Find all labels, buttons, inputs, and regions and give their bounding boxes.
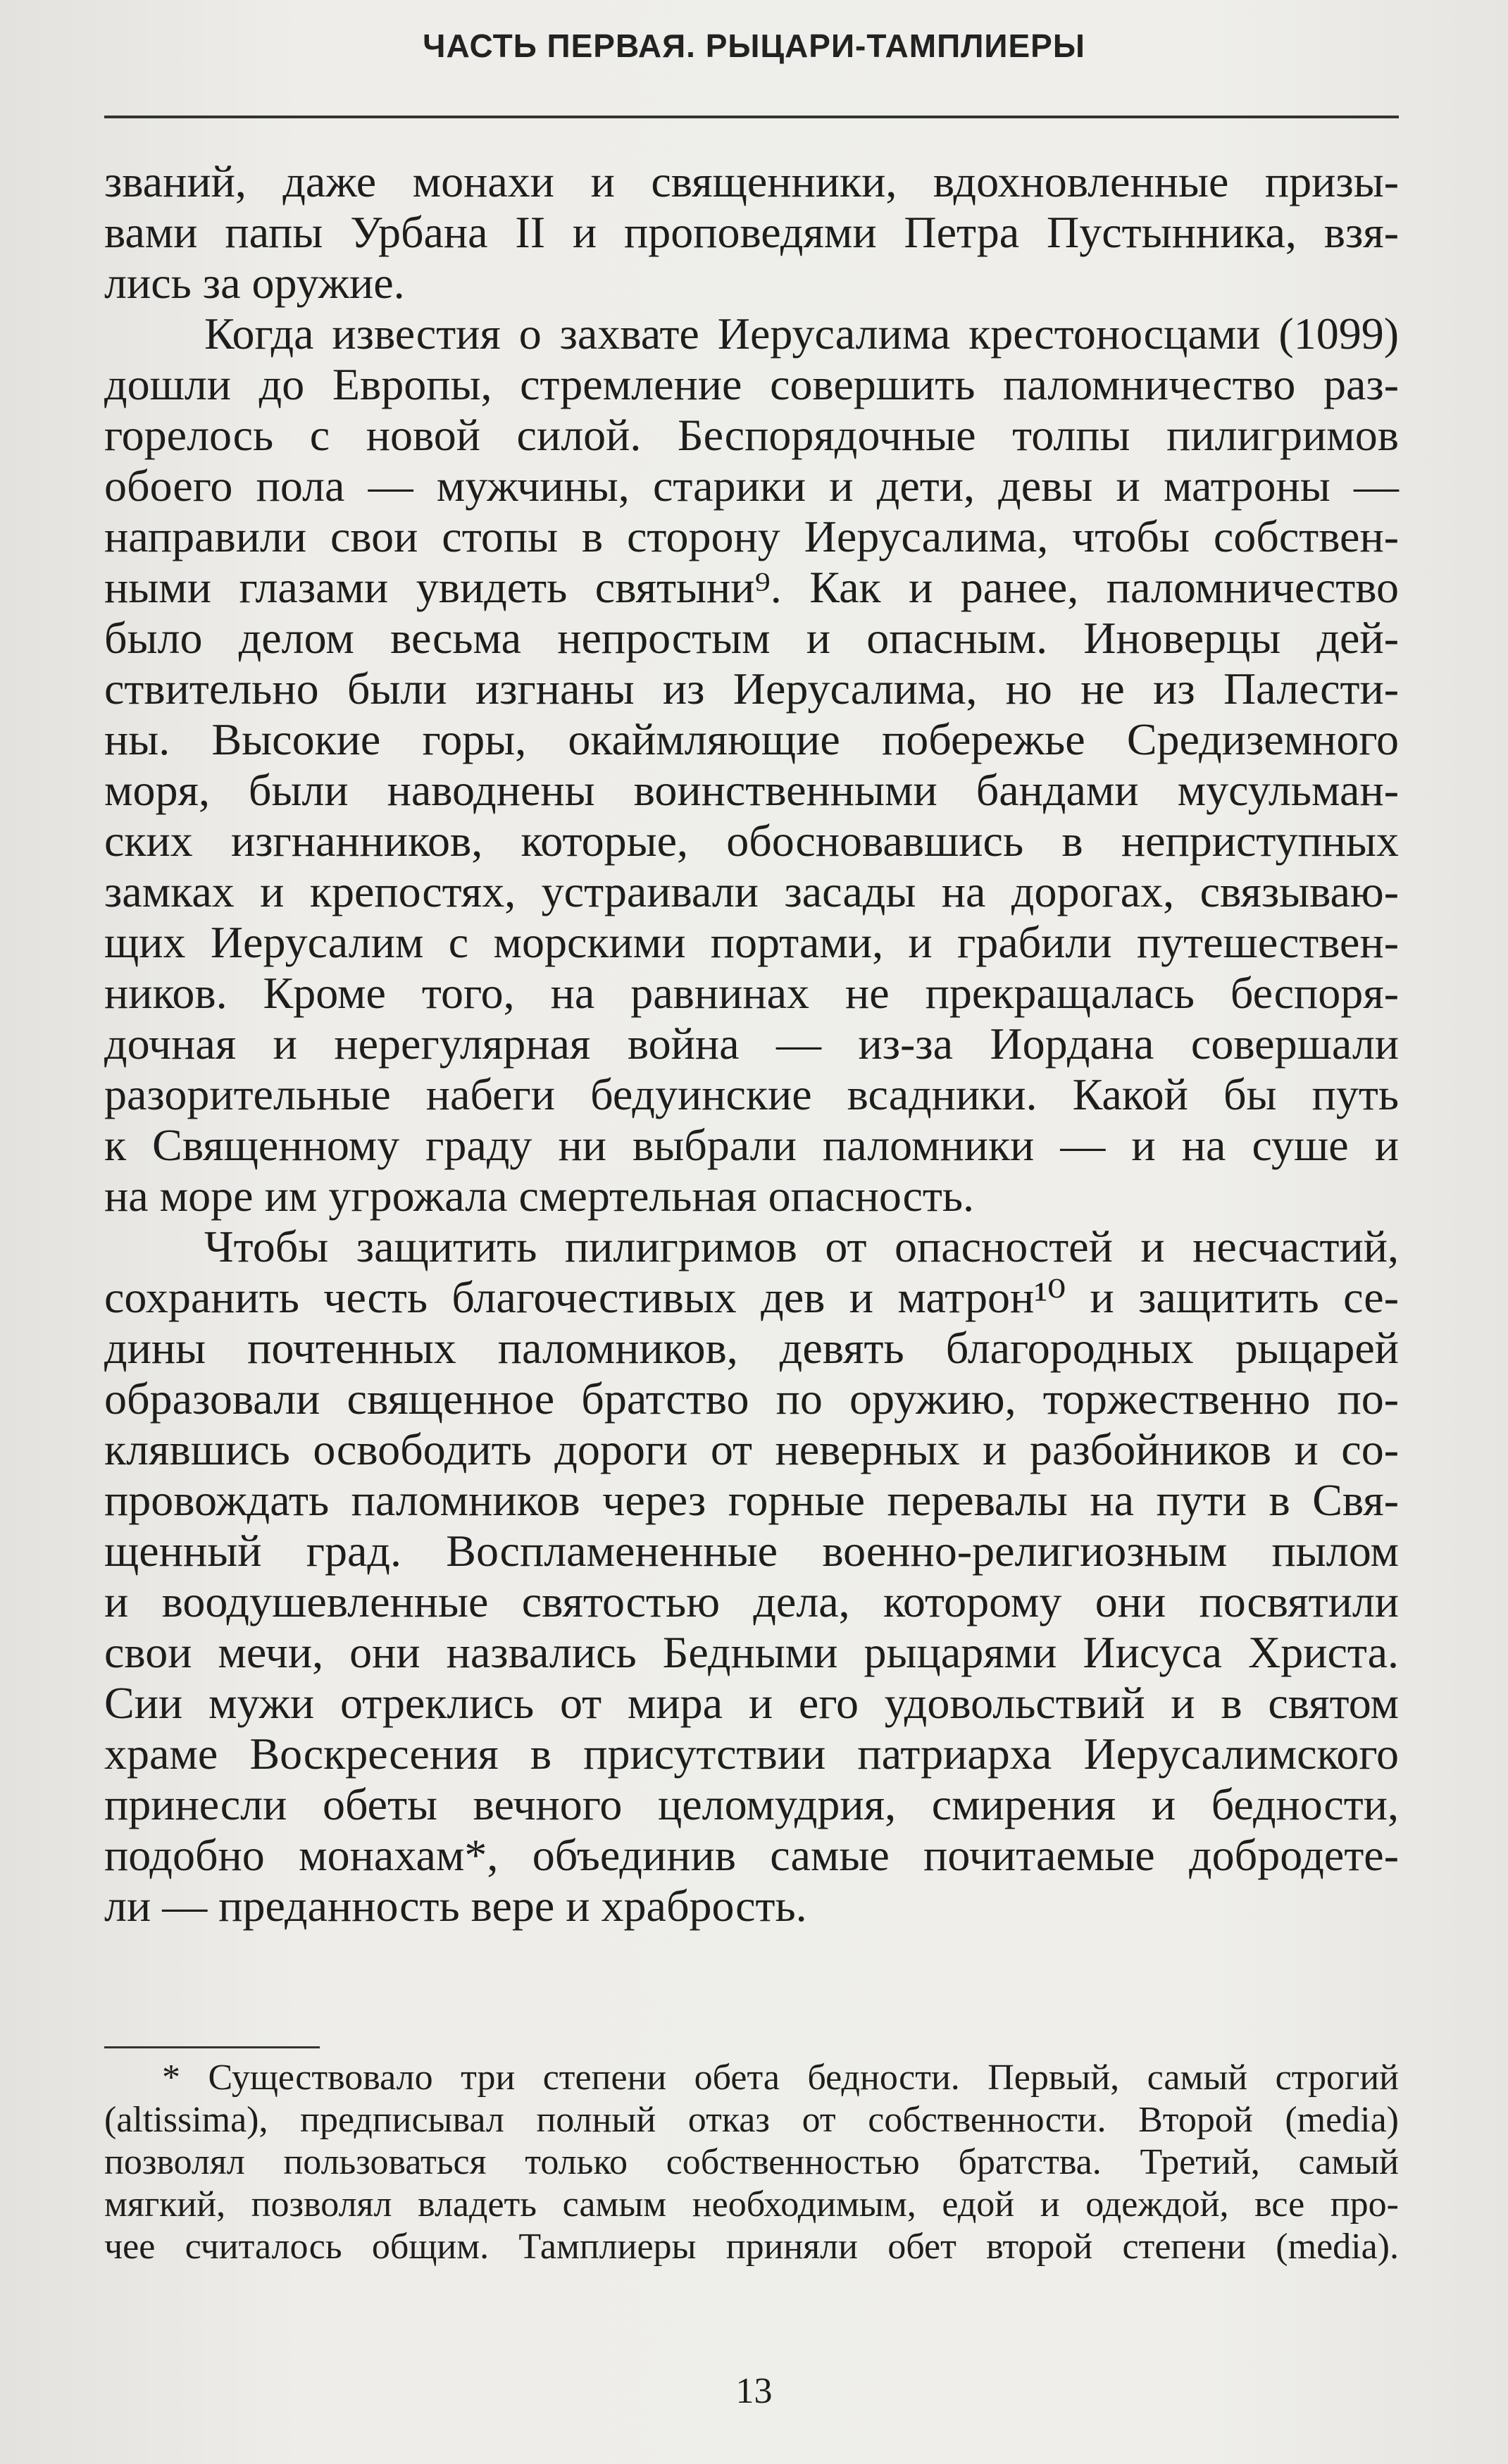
text-line: разорительные набеги бедуинские всадники. Какой бы путь: [104, 1069, 1399, 1119]
text-line: подобно монахам*, объединив самые почитаемые добродете-: [104, 1830, 1399, 1880]
footnote-line: мягкий, позволял владеть самым необходимым, едой и одеждой, все про-: [104, 2184, 1399, 2225]
text-line: свои мечи, они назвались Бедными рыцарями Иисуса Христа.: [104, 1627, 1399, 1677]
footnote-line: * Существовало три степени обета бедности. Первый, самый строгий: [162, 2058, 1399, 2098]
text-line: ников. Кроме того, на равнинах не прекращалась беспоря-: [104, 968, 1399, 1018]
text-line: и воодушевленные святостью дела, которому они посвятили: [104, 1576, 1399, 1626]
text-line: званий, даже монахи и священники, вдохновленные призы-: [104, 156, 1399, 206]
text-line: Сии мужи отреклись от мира и его удовольствий и в святом: [104, 1678, 1399, 1728]
text-line: сохранить честь благочестивых дев и матрон¹⁰ и защитить се-: [104, 1272, 1399, 1322]
text-line: Чтобы защитить пилигримов от опасностей и несчастий,: [204, 1221, 1399, 1271]
text-line: дочная и нерегулярная война — из-за Иордана совершали: [104, 1019, 1399, 1069]
text-line: щенный град. Воспламененные военно-религиозным пылом: [104, 1526, 1399, 1576]
text-line: вами папы Урбана II и проповедями Петра Пустынника, взя-: [104, 207, 1399, 257]
main-text: [104, 156, 1399, 1931]
text-line: замках и крепостях, устраивали засады на дорогах, связываю-: [104, 866, 1399, 916]
text-line: ствительно были изгнаны из Иерусалима, но не из Палести-: [104, 664, 1399, 714]
text-line: было делом весьма непростым и опасным. Иноверцы дей-: [104, 613, 1399, 663]
text-line: провождать паломников через горные перевалы на пути в Свя-: [104, 1475, 1399, 1525]
footnote-line: (altissima), предписывал полный отказ от собственности. Второй (media): [104, 2100, 1399, 2140]
footnote-rule: [104, 2046, 320, 2048]
text-line: ли — преданность вере и храбрость.: [104, 1881, 807, 1931]
text-line: на море им угрожала смертельная опасность.: [104, 1171, 975, 1221]
page-number: 13: [735, 2371, 773, 2411]
text-line: Когда известия о захвате Иерусалима крестоносцами (1099): [204, 309, 1399, 359]
text-line: лись за оружие.: [104, 258, 405, 308]
text-line: дины почтенных паломников, девять благородных рыцарей: [104, 1323, 1399, 1373]
text-line: направили свои стопы в сторону Иерусалима, чтобы собствен-: [104, 511, 1399, 561]
text-line: ских изгнанников, которые, обосновавшись в неприступных: [104, 816, 1399, 866]
header-rule: [104, 116, 1399, 118]
footnote-line: позволял пользоваться только собственностью братства. Третий, самый: [104, 2142, 1399, 2182]
text-line: щих Иерусалим с морскими портами, и грабили путешествен-: [104, 917, 1399, 967]
text-line: дошли до Европы, стремление совершить паломничество раз-: [104, 359, 1399, 409]
text-line: принесли обеты вечного целомудрия, смирения и бедности,: [104, 1779, 1399, 1829]
text-line: ными глазами увидеть святыни⁹. Как и ранее, паломничество: [104, 562, 1399, 612]
footnote: [104, 2057, 1399, 2268]
text-line: клявшись освободить дороги от неверных и разбойников и со-: [104, 1424, 1399, 1474]
text-line: к Священному граду ни выбрали паломники — и на суше и: [104, 1120, 1399, 1170]
text-line: образовали священное братство по оружию, торжественно по-: [104, 1374, 1399, 1424]
running-header: ЧАСТЬ ПЕРВАЯ. РЫЦАРИ-ТАМПЛИЕРЫ: [423, 27, 1085, 64]
text-line: моря, были наводнены воинственными бандами мусульман-: [104, 765, 1399, 815]
text-line: горелось с новой силой. Беспорядочные толпы пилигримов: [104, 410, 1399, 460]
footnote-line: чее считалось общим. Тамплиеры приняли обет второй степени (media).: [104, 2227, 1399, 2267]
text-line: ны. Высокие горы, окаймляющие побережье Средиземного: [104, 714, 1399, 764]
text-line: храме Воскресения в присутствии патриарха Иерусалимского: [104, 1729, 1399, 1779]
text-line: обоего пола — мужчины, старики и дети, девы и матроны —: [104, 461, 1399, 511]
